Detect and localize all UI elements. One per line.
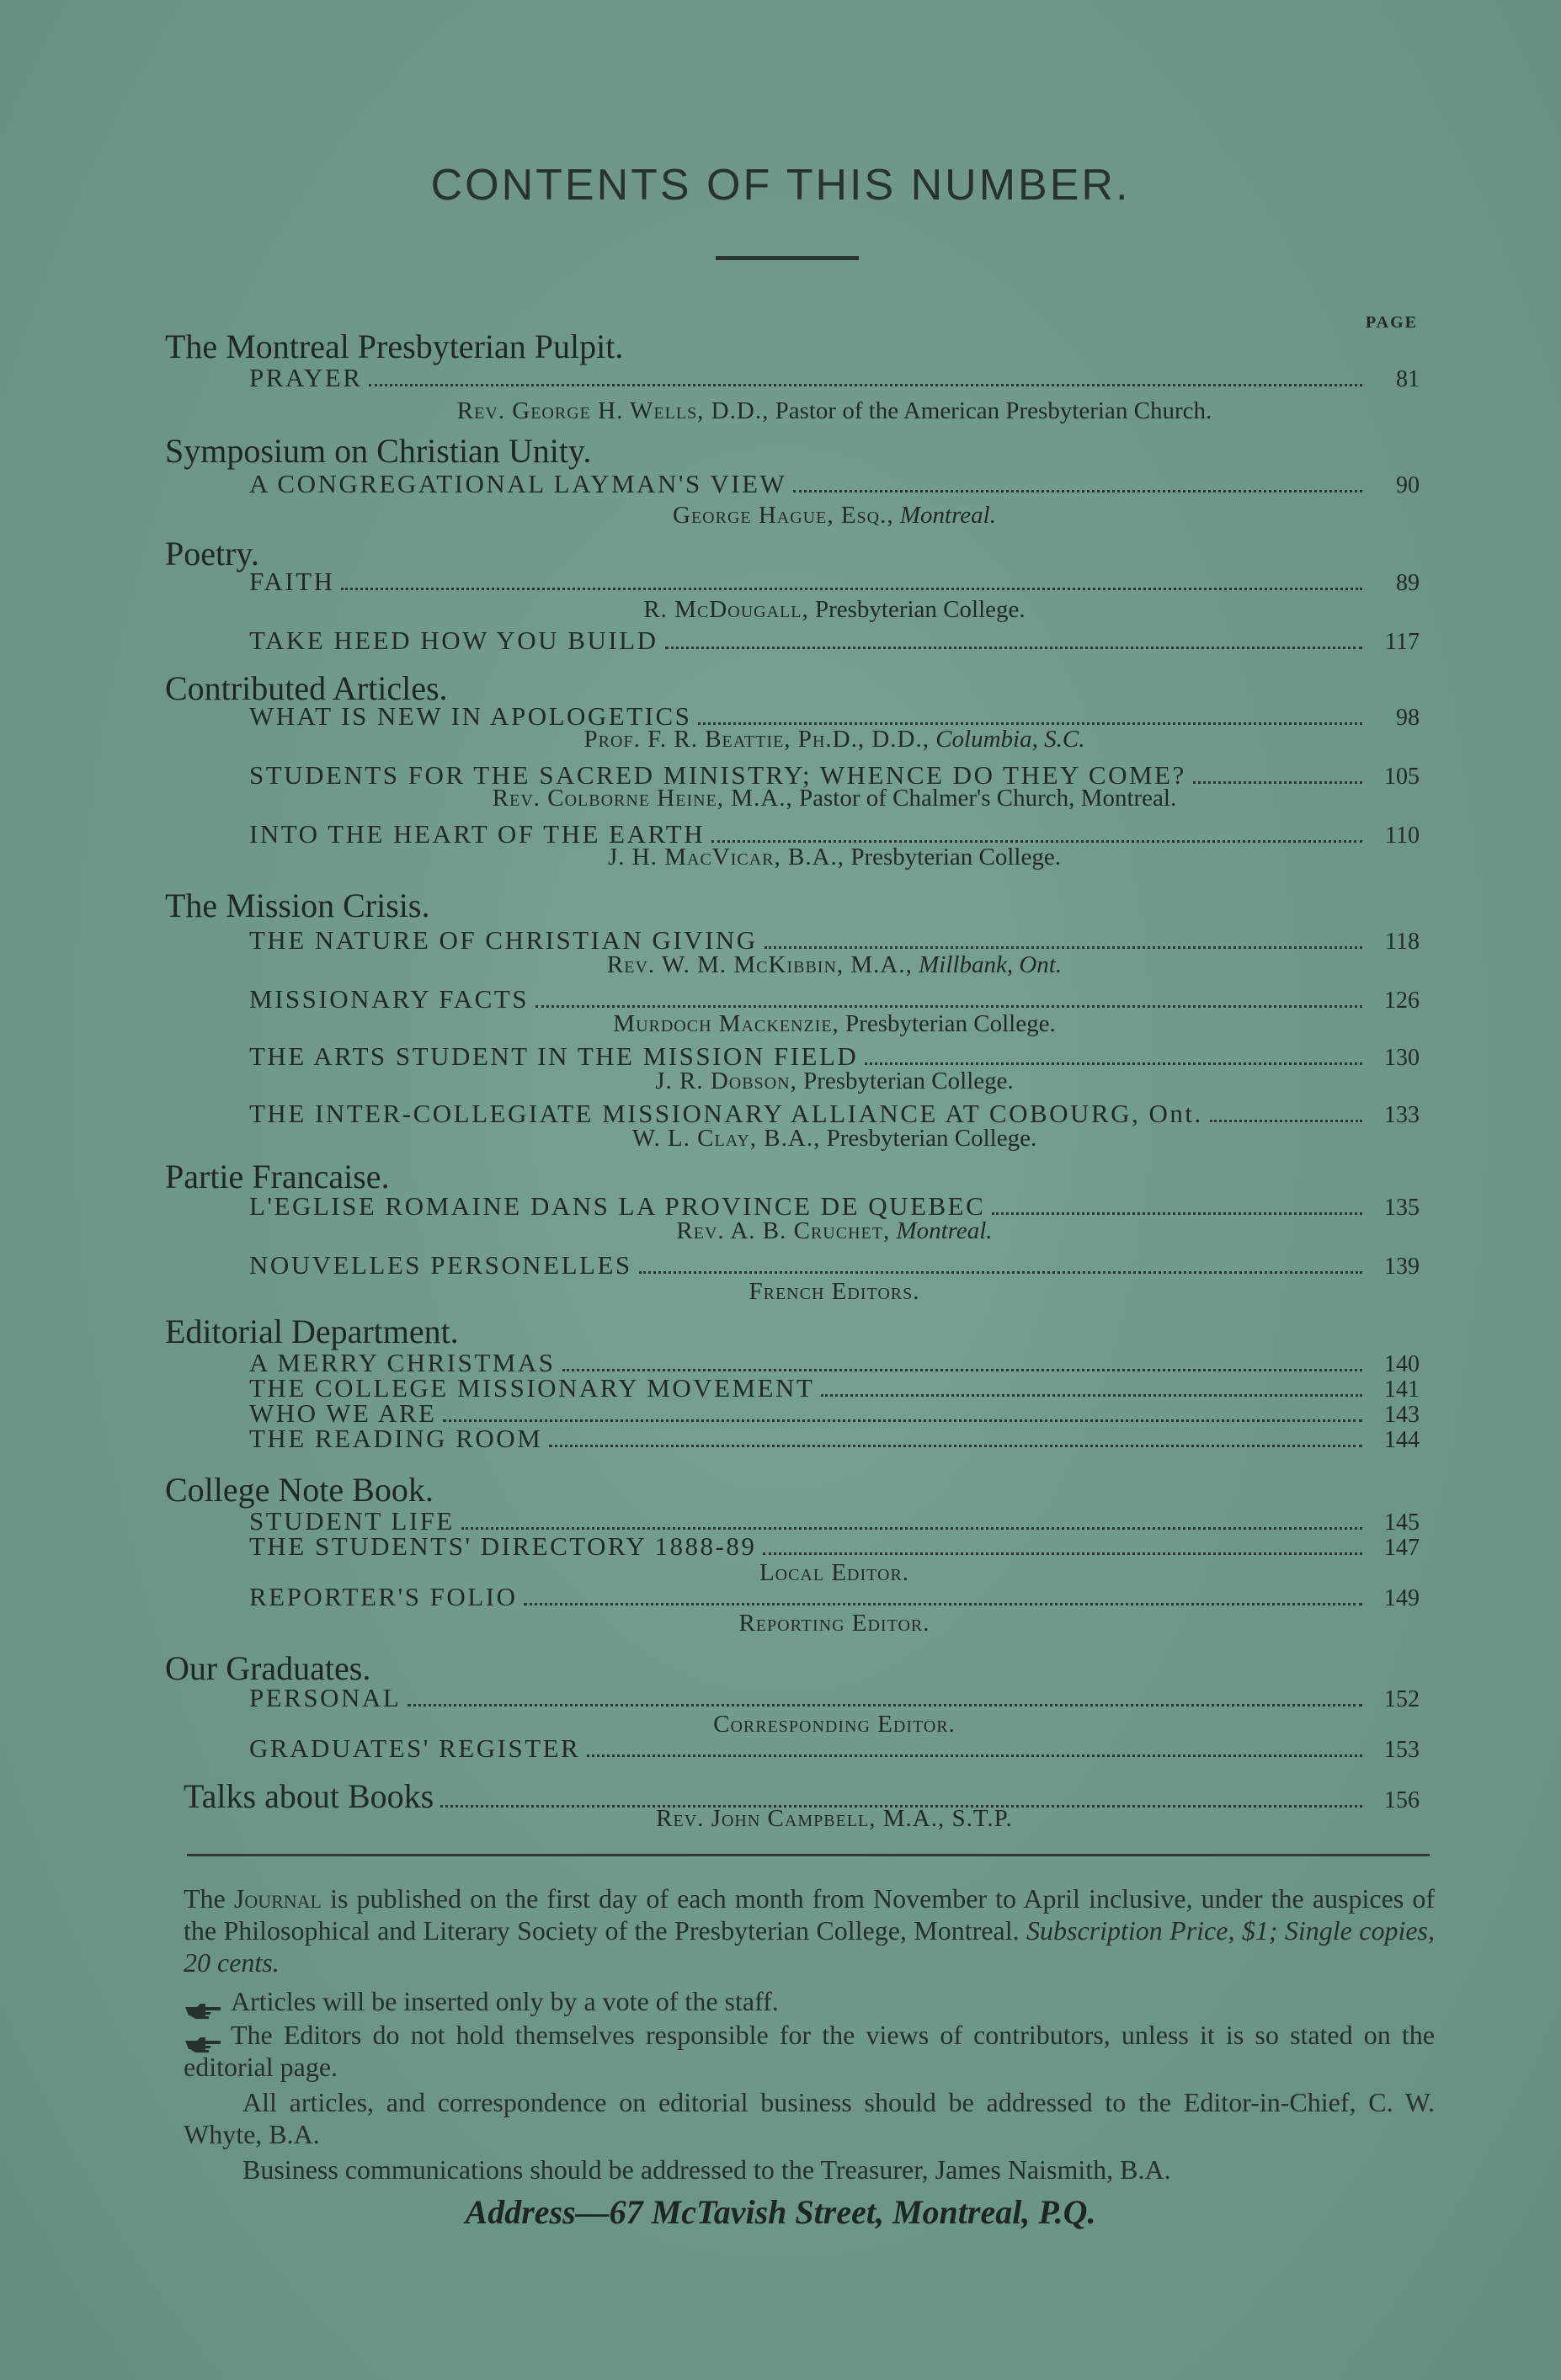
byline-affiliation: Presbyterian College.	[844, 844, 1061, 871]
toc-entry[interactable]	[249, 623, 1420, 657]
page-number: 126	[1384, 988, 1420, 1014]
section-heading: Contributed Articles.	[165, 669, 448, 707]
entry-title: PERSONAL	[249, 1683, 402, 1712]
byline-affiliation: Presbyterian College.	[820, 1125, 1037, 1152]
dot-leader	[341, 564, 1362, 590]
dot-leader	[1210, 1096, 1362, 1122]
entry-title: THE INTER-COLLEGIATE MISSIONARY ALLIANCE AT COBOURG, Ont.	[249, 1099, 1203, 1128]
entry-title: L'EGLISE ROMAINE DANS LA PROVINCE DE QUEBEC	[249, 1191, 986, 1221]
journal-name: Journal	[233, 1883, 322, 1914]
byline-affiliation: Columbia, S.C.	[929, 726, 1085, 753]
page-number: 118	[1385, 929, 1420, 955]
byline-author: R. McDougall,	[643, 596, 809, 623]
dot-leader	[765, 923, 1362, 949]
page-number: 89	[1396, 570, 1420, 596]
byline-author: Prof. F. R. Beattie, Ph.D., D.D.,	[583, 726, 930, 753]
entry-byline	[249, 1010, 1420, 1038]
dot-leader	[408, 1680, 1362, 1706]
dot-leader	[524, 1579, 1362, 1605]
entry-title: THE STUDENTS' DIRECTORY 1888-89	[249, 1531, 757, 1561]
page-number: 152	[1384, 1686, 1420, 1712]
dot-leader	[821, 1371, 1362, 1397]
page-number: 139	[1384, 1254, 1420, 1280]
byline-author: Local Editor.	[759, 1559, 910, 1586]
byline-author: French Editors.	[749, 1278, 920, 1305]
page-number: 153	[1384, 1737, 1420, 1763]
byline-affiliation: Presbyterian College.	[808, 596, 1026, 623]
dot-leader	[549, 1421, 1362, 1447]
toc-entry[interactable]	[249, 1680, 1420, 1714]
byline-author: Rev. John Campbell, M.A., S.T.P.	[656, 1805, 1013, 1832]
entry-byline	[249, 596, 1420, 624]
dot-leader	[587, 1731, 1362, 1757]
dot-leader	[562, 1345, 1363, 1371]
entry-title: WHO WE ARE	[249, 1398, 437, 1428]
page-number: 110	[1385, 823, 1420, 849]
byline-affiliation: Montreal.	[893, 502, 996, 529]
entry-title: FAITH	[249, 567, 335, 596]
page-number: 156	[1384, 1787, 1420, 1813]
notice-publication: The Journal is published on the first day of each month from November to April inclusive, under the auspices of the Philosophical and Literary Society of the Presbyterian College, Montreal. Subscription Price, $1; Single copies, 20 cents.	[184, 1883, 1436, 1978]
bottom-divider	[187, 1854, 1430, 1856]
page-number: 145	[1384, 1509, 1420, 1536]
page-number: 143	[1384, 1402, 1420, 1428]
entry-byline	[249, 1217, 1420, 1245]
byline-author: Rev. W. M. McKibbin, M.A.,	[606, 951, 913, 978]
address-line: Address—67 McTavish Street, Montreal, P.Q.	[465, 2193, 1096, 2231]
entry-title: WHAT IS NEW IN APOLOGETICS	[249, 701, 692, 731]
page-number: 117	[1385, 629, 1420, 655]
dot-leader	[763, 1529, 1362, 1555]
byline-affiliation: Montreal.	[890, 1217, 993, 1244]
entry-title: THE READING ROOM	[249, 1424, 543, 1453]
entry-title: Talks about Books	[184, 1777, 434, 1815]
entry-title: STUDENT LIFE	[249, 1506, 455, 1536]
entry-byline	[249, 1610, 1420, 1637]
entry-title: THE COLLEGE MISSIONARY MOVEMENT	[249, 1373, 815, 1403]
dot-leader	[440, 1781, 1362, 1808]
notice-editors: The Editors do not hold themselves responsible for the views of contributors, unless it is so stated on the editorial page.	[184, 2020, 1435, 2082]
byline-author: George Hague, Esq.,	[673, 502, 894, 529]
entry-title: STUDENTS FOR THE SACRED MINISTRY; WHENCE DO THEY COME?	[249, 760, 1186, 790]
entry-byline	[249, 1125, 1420, 1153]
pointing-hand-icon	[184, 1995, 222, 2014]
section-heading: Partie Francaise.	[165, 1158, 390, 1195]
byline-affiliation: Presbyterian College.	[796, 1068, 1014, 1094]
page-number: 81	[1396, 366, 1420, 392]
byline-author: W. L. Clay, B.A.,	[631, 1125, 821, 1152]
section-heading: College Note Book.	[165, 1471, 434, 1509]
subscription-price: Subscription Price, $1; Single copies, 20 cents.	[184, 1915, 1436, 1978]
toc-entry[interactable]	[249, 1248, 1420, 1281]
dot-leader	[639, 1248, 1362, 1274]
page-number: 141	[1384, 1376, 1420, 1403]
section-heading: The Montreal Presbyterian Pulpit.	[165, 327, 624, 365]
entry-title: TAKE HEED HOW YOU BUILD	[249, 626, 658, 655]
dot-leader	[443, 1396, 1362, 1422]
section-heading: Our Graduates.	[165, 1649, 371, 1687]
notice-articles: Articles will be inserted only by a vote of the staff.	[184, 1985, 1435, 2017]
page-number: 105	[1384, 764, 1420, 790]
entry-title: NOUVELLES PERSONELLES	[249, 1250, 632, 1280]
toc-entry[interactable]	[249, 564, 1420, 598]
byline-affiliation: Millbank, Ont.	[912, 951, 1063, 978]
dot-leader	[865, 1039, 1362, 1065]
byline-author: Murdoch Mackenzie,	[613, 1010, 839, 1037]
dot-leader	[665, 623, 1362, 649]
entry-byline	[249, 1068, 1420, 1095]
entry-title: INTO THE HEART OF THE EARTH	[249, 819, 706, 849]
byline-affiliation: Pastor of the American Presbyterian Church.	[769, 397, 1212, 424]
page-number: 140	[1384, 1351, 1420, 1377]
entry-title: A CONGREGATIONAL LAYMAN'S VIEW	[249, 469, 787, 498]
page-number: 98	[1396, 705, 1420, 731]
toc-entry[interactable]	[249, 360, 1420, 394]
notice-correspondence: All articles, and correspondence on editorial business should be addressed to the Editor-in-Chief, C. W. Whyte, B.A.	[184, 2087, 1435, 2149]
section-heading: The Mission Crisis.	[165, 887, 430, 924]
entry-title: PRAYER	[249, 363, 363, 392]
toc-entry[interactable]	[249, 1579, 1420, 1613]
dot-leader	[1193, 758, 1362, 784]
entry-title: A MERRY CHRISTMAS	[249, 1348, 556, 1377]
entry-title: GRADUATES' REGISTER	[249, 1733, 581, 1763]
page-number: 135	[1384, 1195, 1420, 1221]
entry-title: THE NATURE OF CHRISTIAN GIVING	[249, 925, 758, 955]
dot-leader	[461, 1504, 1362, 1530]
dot-leader	[369, 360, 1362, 386]
dot-leader	[793, 466, 1362, 493]
entry-byline	[249, 1278, 1420, 1306]
toc-entry[interactable]	[249, 466, 1420, 500]
entry-byline	[249, 785, 1420, 812]
toc-entry[interactable]	[249, 1529, 1420, 1563]
dot-leader	[711, 817, 1362, 843]
toc-entry[interactable]	[249, 1421, 1420, 1455]
byline-author: Rev. George H. Wells, D.D.,	[456, 397, 770, 424]
page-number: 144	[1384, 1427, 1420, 1453]
entry-byline	[249, 1805, 1420, 1833]
dot-leader	[992, 1189, 1362, 1215]
entry-byline	[249, 844, 1420, 871]
section-heading: Poetry.	[165, 535, 259, 572]
toc-entry[interactable]	[249, 1731, 1420, 1765]
page-number: 130	[1384, 1045, 1420, 1071]
entry-title: REPORTER'S FOLIO	[249, 1582, 518, 1611]
byline-author: J. R. Dobson,	[655, 1068, 797, 1094]
page-number: 149	[1384, 1585, 1420, 1611]
byline-author: Rev. A. B. Cruchet,	[676, 1217, 891, 1244]
entry-title: THE ARTS STUDENT IN THE MISSION FIELD	[249, 1041, 859, 1071]
byline-author: Rev. Colborne Heine, M.A.,	[492, 785, 793, 812]
entry-byline	[249, 726, 1420, 753]
entry-title: MISSIONARY FACTS	[249, 984, 529, 1014]
byline-affiliation: Presbyterian College.	[839, 1010, 1056, 1037]
dot-leader	[698, 699, 1362, 725]
dot-leader	[535, 982, 1362, 1008]
entry-byline	[249, 397, 1420, 425]
page-number: 147	[1384, 1535, 1420, 1561]
entry-byline	[249, 502, 1420, 530]
byline-author: Corresponding Editor.	[713, 1711, 956, 1738]
byline-author: J. H. MacVicar, B.A.,	[608, 844, 845, 871]
entry-byline	[249, 951, 1420, 979]
page-column-heading: PAGE	[1365, 313, 1418, 332]
section-heading: Symposium on Christian Unity.	[165, 432, 592, 470]
notice-business: Business communications should be addressed to the Treasurer, James Naismith, B.A.	[242, 2154, 1171, 2185]
pointing-hand-icon	[184, 2029, 222, 2047]
section-heading: Editorial Department.	[165, 1312, 459, 1350]
page-number: 90	[1396, 472, 1420, 498]
byline-author: Reporting Editor.	[738, 1610, 930, 1637]
page-number: 133	[1384, 1102, 1420, 1128]
page-title: CONTENTS OF THIS NUMBER.	[430, 161, 1131, 210]
byline-affiliation: Pastor of Chalmer's Church, Montreal.	[792, 785, 1177, 812]
